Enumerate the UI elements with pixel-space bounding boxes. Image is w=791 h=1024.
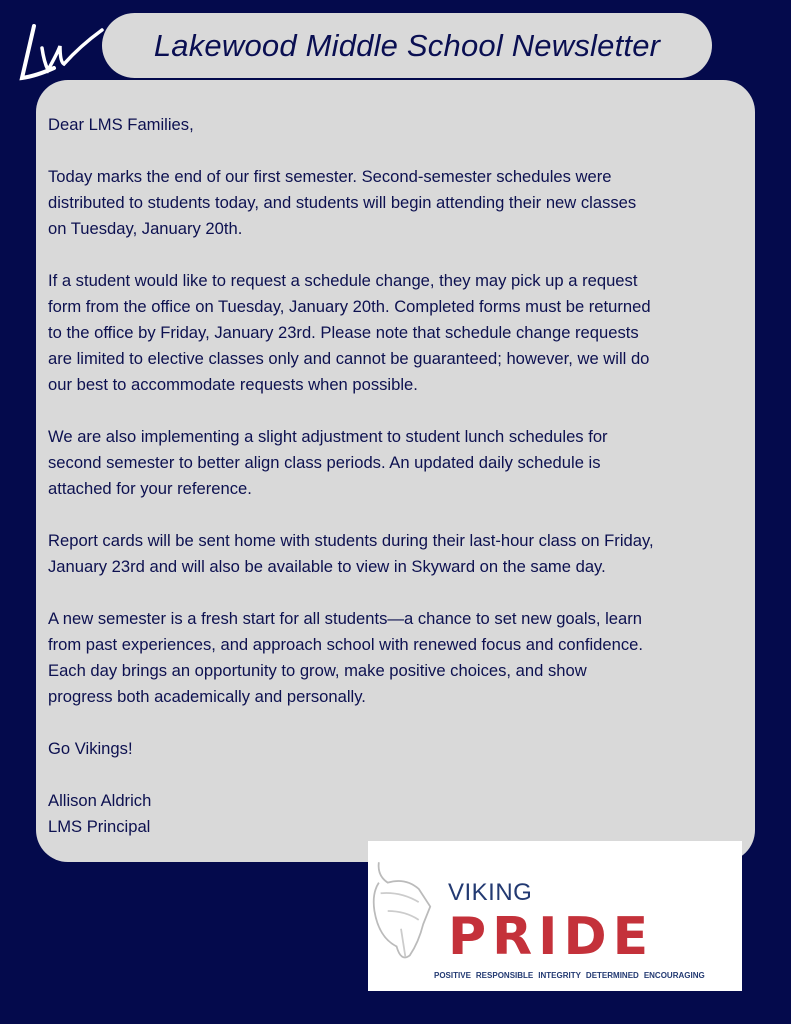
text-line: are limited to elective classes only and cannot be guaranteed; however, we will do xyxy=(48,349,650,368)
pride-values xyxy=(434,971,705,981)
text-line: We are also implementing a slight adjustment to student lunch schedules for xyxy=(48,427,608,446)
value-responsible: RESPONSIBLE xyxy=(475,971,534,980)
text-line: second semester to better align class periods. An updated daily schedule is xyxy=(48,453,601,472)
text-line: Each day brings an opportunity to grow, make positive choices, and show xyxy=(48,661,587,680)
text-line: January 23rd and will also be available to view in Skyward on the same day. xyxy=(48,557,606,576)
letter-paragraph xyxy=(48,112,748,138)
text-line: Dear LMS Families, xyxy=(48,115,194,134)
letter-paragraph xyxy=(48,164,748,242)
value-encouraging: ENCOURAGING xyxy=(643,971,705,980)
text-line: Report cards will be sent home with students during their last-hour class on Friday, xyxy=(48,531,654,550)
text-line: Go Vikings! xyxy=(48,739,133,758)
text-line: Today marks the end of our first semester. Second-semester schedules were xyxy=(48,167,612,186)
value-integrity: INTEGRITY xyxy=(538,971,581,980)
letter-paragraph xyxy=(48,268,748,398)
signature-name: Allison Aldrich xyxy=(48,791,152,810)
signature xyxy=(48,788,748,840)
text-line: attached for your reference. xyxy=(48,479,252,498)
viking-head-icon xyxy=(370,855,432,967)
text-line: distributed to students today, and students will begin attending their new classes xyxy=(48,193,637,212)
value-determined: DETERMINED xyxy=(585,971,639,980)
letter-paragraph xyxy=(48,606,748,710)
pride-text: PRIDE xyxy=(448,907,655,967)
text-line: to the office by Friday, January 23rd. Please note that schedule change requests xyxy=(48,323,639,342)
text-line: our best to accommodate requests when possible. xyxy=(48,375,418,394)
letter-paragraph xyxy=(48,528,748,580)
text-line: on Tuesday, January 20th. xyxy=(48,219,243,238)
letter-body xyxy=(48,112,748,840)
letter-paragraph xyxy=(48,736,748,762)
text-line: If a student would like to request a schedule change, they may pick up a request xyxy=(48,271,638,290)
text-line: A new semester is a fresh start for all students—a chance to set new goals, learn xyxy=(48,609,642,628)
viking-text: VIKING xyxy=(448,879,533,906)
school-logo-icon xyxy=(14,22,106,84)
text-line: progress both academically and personally. xyxy=(48,687,366,706)
newsletter-title-banner xyxy=(102,13,712,78)
page-title: Lakewood Middle School Newsletter xyxy=(153,27,661,63)
viking-pride-logo xyxy=(368,841,742,991)
text-line: from past experiences, and approach school with renewed focus and confidence. xyxy=(48,635,643,654)
signature-title: LMS Principal xyxy=(48,817,151,836)
text-line: form from the office on Tuesday, January 20th. Completed forms must be returned xyxy=(48,297,651,316)
letter-paragraph xyxy=(48,424,748,502)
value-positive: POSITIVE xyxy=(434,971,471,980)
